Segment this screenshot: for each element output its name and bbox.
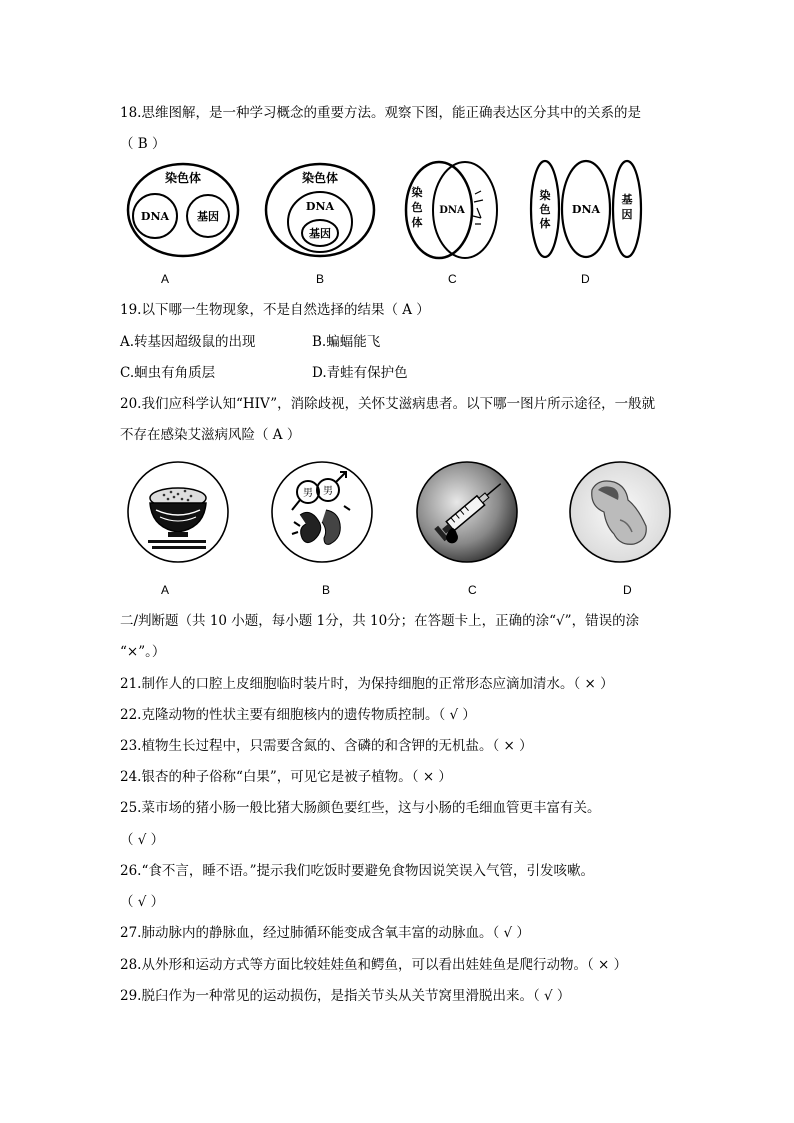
q19-option-c: C.蛔虫有角质层 [120,365,216,381]
q18-answer: （ B ） [120,136,166,152]
svg-text:男: 男 [323,486,333,497]
chromosome-char-3: 体 [539,217,551,230]
svg-text:男: 男 [303,488,313,499]
chromosome-label: 染色体 [301,171,339,185]
q20-label-d: D [623,583,632,597]
q20-label-a: A [161,583,170,597]
chromosome-char-1: 染 [411,186,423,199]
q22: 22.克隆动物的性状主要有细胞核内的遗传物质控制。（ √ ） [120,707,476,723]
q18-diagram-d [528,157,644,261]
dna-label: DNA [305,200,335,213]
q25-line2: （ √ ） [120,832,165,848]
q20-stem-line2: 不存在感染艾滋病风险（ A ） [120,427,301,443]
q26-line2: （ √ ） [120,894,165,910]
gene-label: 基因 [197,210,219,223]
q23: 23.植物生长过程中，只需要含氮的、含磷的和含钾的无机盐。（ × ） [120,738,533,754]
q20-stem-line1: 20.我们应科学认知“HIV”，消除歧视，关怀艾滋病患者。以下哪一图片所示途径，一般就 [120,396,656,412]
dna-label: DNA [571,203,601,216]
q18-diagram-a [125,160,241,260]
q21: 21.制作人的口腔上皮细胞临时装片时，为保持细胞的正常形态应滴加清水。（ × ） [120,676,614,692]
q20-label-c: C [468,583,477,597]
syringe-blood-icon [415,460,519,564]
q27: 27.肺动脉内的静脉血，经过肺循环能变成含氧丰富的动脉血。（ √ ） [120,925,530,941]
q18-stem: 18.思维图解，是一种学习概念的重要方法。观察下图，能正确表达区分其中的关系的是 [120,105,641,121]
q26-line1: 26.“食不言，睡不语。”提示我们吃饭时要避免食物因说笑误入气管，引发咳嗽。 [120,863,595,879]
dna-label: DNA [439,205,465,216]
q25-line1: 25.菜市场的猪小肠一般比猪大肠颜色要红些，这与小肠的毛细血管更丰富有关。 [120,800,601,816]
q19-option-a: A.转基因超级鼠的出现 [120,334,256,350]
q18-label-a: A [161,272,170,286]
rice-bowl-chopsticks-icon [126,460,230,564]
q24: 24.银杏的种子俗称“白果”，可见它是被子植物。（ × ） [120,769,452,785]
chromosome-char-1: 染 [539,189,551,202]
q18-diagram-c [403,158,503,262]
gene-garbled-mark [473,191,483,224]
q18-label-c: C [448,272,457,286]
section2-heading-line1: 二/判断题（共 10 小题，每小题 1分，共 10分；在答题卡上，正确的涂“√”，错误的涂 [120,613,640,629]
q18-label-d: D [581,272,590,286]
male-male-symbols-icon [270,460,374,564]
q19-stem: 19.以下哪一生物现象，不是自然选择的结果（ A ） [120,302,430,318]
gene-char-1: 基 [621,193,633,206]
section2-heading-line2: “×”。） [120,644,166,660]
q20-label-b: B [322,583,331,597]
q29: 29.脱臼作为一种常见的运动损伤，是指关节头从关节窝里滑脱出来。（ √ ） [120,988,571,1004]
q19-option-d: D.青蛙有保护色 [312,365,408,381]
chromosome-char-2: 色 [539,203,551,216]
fetus-icon [568,460,672,564]
q28: 28.从外形和运动方式等方面比较娃娃鱼和鳄鱼，可以看出娃娃鱼是爬行动物。（ × ） [120,957,628,973]
q18-diagram-b [263,160,377,260]
gene-char-2: 因 [621,208,633,221]
dna-label: DNA [140,210,170,223]
gene-label: 基因 [309,227,331,240]
q18-label-b: B [316,272,325,286]
chromosome-char-2: 色 [411,201,423,214]
chromosome-char-3: 体 [411,216,423,229]
q19-option-b: B.蝙蝠能飞 [312,334,381,350]
chromosome-label: 染色体 [164,171,202,185]
